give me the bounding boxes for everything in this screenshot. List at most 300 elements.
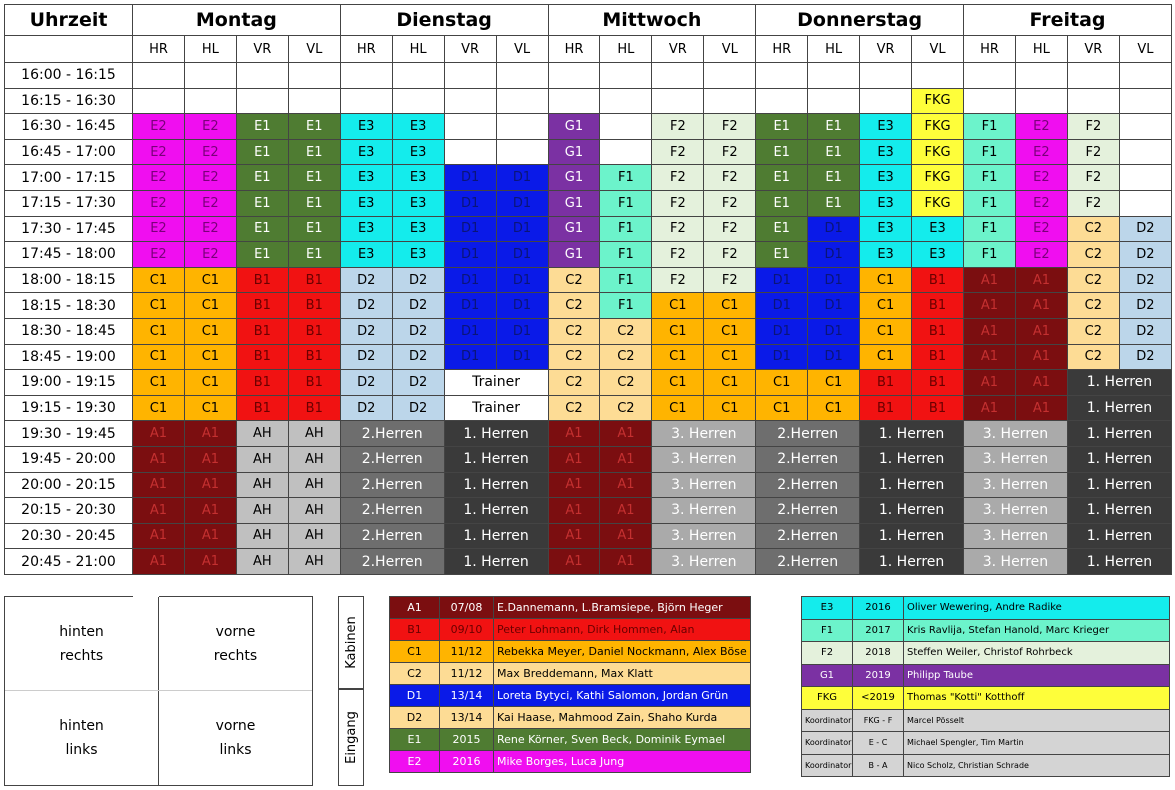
slot-cell: B1 [288,318,340,344]
court-header-donnerstag-vr: VR [860,36,912,63]
slot-cell: D2 [340,318,392,344]
slot-cell: E1 [236,216,288,242]
team-names: Nico Scholz, Christian Schrade [904,754,1170,777]
slot-cell: E2 [1015,165,1067,191]
slot-cell [444,88,496,114]
slot-cell: E2 [1015,190,1067,216]
slot-cell: 2.Herren [340,446,444,472]
slot-cell: F1 [600,267,652,293]
slot-cell: 1. Herren [444,549,548,575]
slot-cell: F2 [704,216,756,242]
slot-cell: E1 [288,190,340,216]
slot-cell: C1 [133,395,185,421]
court-header-donnerstag-hr: HR [756,36,808,63]
slot-cell: F1 [600,165,652,191]
slot-cell: G1 [548,190,600,216]
slot-cell: E3 [392,216,444,242]
slot-cell: D1 [496,344,548,370]
slot-cell: C1 [860,318,912,344]
slot-cell: A1 [1015,395,1067,421]
slot-cell: 2.Herren [756,523,860,549]
slot-cell: 2.Herren [756,498,860,524]
slot-cell: B1 [912,344,964,370]
team-legend-row [802,709,1170,732]
slot-cell: 1. Herren [444,446,548,472]
slot-cell: G1 [548,139,600,165]
slot-cell: AH [236,446,288,472]
slot-cell [860,63,912,89]
schedule-row [5,498,1172,524]
slot-cell [1119,139,1171,165]
time-slot: 20:45 - 21:00 [5,549,133,575]
time-subheader-empty [5,36,133,63]
slot-cell: B1 [288,293,340,319]
slot-cell: C2 [548,344,600,370]
slot-cell: AH [236,498,288,524]
slot-cell: 2.Herren [340,523,444,549]
slot-cell [964,63,1016,89]
team-legend-row [390,751,751,773]
slot-cell: E3 [860,190,912,216]
slot-cell: 1. Herren [1067,421,1171,447]
slot-cell: 1. Herren [1067,498,1171,524]
slot-cell: A1 [964,395,1016,421]
team-code: B1 [390,619,440,641]
slot-cell: 3. Herren [964,498,1068,524]
slot-cell: D2 [1119,216,1171,242]
slot-cell: F2 [704,267,756,293]
court-header-donnerstag-hl: HL [808,36,860,63]
slot-cell: A1 [964,267,1016,293]
time-slot: 19:45 - 20:00 [5,446,133,472]
team-code: D1 [390,685,440,707]
team-names: Kai Haase, Mahmood Zain, Shaho Kurda [494,707,751,729]
slot-cell [808,63,860,89]
slot-cell: E3 [392,114,444,140]
slot-cell: 1. Herren [860,549,964,575]
schedule-row [5,344,1172,370]
schedule-row [5,216,1172,242]
slot-cell: 1. Herren [444,498,548,524]
slot-cell: 2.Herren [756,549,860,575]
time-slot: 20:30 - 20:45 [5,523,133,549]
slot-cell: C2 [548,318,600,344]
slot-cell: 1. Herren [860,472,964,498]
slot-cell: C2 [548,395,600,421]
slot-cell: A1 [133,421,185,447]
slot-cell [600,139,652,165]
schedule-row [5,63,1172,89]
slot-cell: 2.Herren [340,549,444,575]
team-col: 07/08 [440,597,494,619]
court-header-dienstag-vr: VR [444,36,496,63]
slot-cell [704,63,756,89]
team-names: E.Dannemann, L.Bramsiepe, Björn Heger [494,597,751,619]
slot-cell: A1 [184,549,236,575]
time-slot: 19:00 - 19:15 [5,370,133,396]
team-names: Steffen Weiler, Christof Rohrbeck [904,642,1170,665]
slot-cell: 2.Herren [756,421,860,447]
team-names: Peter Lohmann, Dirk Hommen, Alan [494,619,751,641]
slot-cell: E2 [184,139,236,165]
slot-cell: E1 [808,114,860,140]
slot-cell: A1 [184,446,236,472]
slot-cell [236,63,288,89]
team-legend-row [802,597,1170,620]
time-slot: 16:00 - 16:15 [5,63,133,89]
slot-cell: E3 [392,242,444,268]
team-col: 2019 [853,664,904,687]
slot-cell [236,88,288,114]
slot-cell: D1 [444,242,496,268]
position-vorne-rechts: vorne rechts [213,624,258,664]
slot-cell: G1 [548,242,600,268]
slot-cell: E1 [236,139,288,165]
team-col: <2019 [853,687,904,710]
slot-cell [496,139,548,165]
slot-cell: E3 [860,242,912,268]
slot-cell: D1 [444,293,496,319]
slot-cell: C1 [652,344,704,370]
slot-cell: D1 [444,190,496,216]
slot-cell: 3. Herren [964,421,1068,447]
slot-cell: 3. Herren [652,549,756,575]
slot-cell: E1 [808,139,860,165]
slot-cell: A1 [964,370,1016,396]
slot-cell: C1 [133,370,185,396]
team-code: A1 [390,597,440,619]
slot-cell: B1 [236,344,288,370]
schedule-row [5,293,1172,319]
slot-cell [444,114,496,140]
slot-cell: E3 [860,114,912,140]
slot-cell: 1. Herren [1067,370,1171,396]
team-names: Oliver Wewering, Andre Radike [904,597,1170,620]
time-column-header: Uhrzeit [5,5,133,36]
slot-cell: A1 [184,498,236,524]
slot-cell: 1. Herren [860,523,964,549]
slot-cell: E3 [340,139,392,165]
slot-cell: F2 [652,114,704,140]
time-slot: 19:15 - 19:30 [5,395,133,421]
slot-cell: E2 [133,216,185,242]
slot-cell: C1 [704,370,756,396]
schedule-row [5,190,1172,216]
slot-cell: G1 [548,114,600,140]
time-slot: 17:00 - 17:15 [5,165,133,191]
slot-cell: 1. Herren [444,472,548,498]
slot-cell: C2 [1067,293,1119,319]
court-header-dienstag-hl: HL [392,36,444,63]
schedule-row [5,165,1172,191]
slot-cell: A1 [133,472,185,498]
day-header-montag: Montag [133,5,341,36]
team-code: E2 [390,751,440,773]
team-code: F2 [802,642,853,665]
team-col: 2015 [440,729,494,751]
slot-cell: AH [288,446,340,472]
slot-cell: B1 [288,370,340,396]
slot-cell: C1 [704,293,756,319]
slot-cell: F2 [704,242,756,268]
slot-cell: 3. Herren [652,523,756,549]
slot-cell: AH [236,549,288,575]
slot-cell: B1 [912,293,964,319]
court-header-montag-vr: VR [236,36,288,63]
slot-cell: D1 [756,318,808,344]
schedule-row [5,114,1172,140]
slot-cell: E1 [756,242,808,268]
slot-cell: F2 [652,165,704,191]
slot-cell [288,63,340,89]
slot-cell: A1 [548,421,600,447]
slot-cell: D1 [496,216,548,242]
slot-cell: C1 [652,370,704,396]
slot-cell: D1 [496,318,548,344]
slot-cell [340,63,392,89]
slot-cell: C2 [1067,216,1119,242]
team-col: E - C [853,732,904,755]
slot-cell: FKG [912,190,964,216]
slot-cell: A1 [548,498,600,524]
position-hinten-links: hinten links [59,718,104,758]
slot-cell: C1 [652,395,704,421]
slot-cell: D2 [392,293,444,319]
schedule-row [5,446,1172,472]
schedule-row [5,370,1172,396]
day-header-donnerstag: Donnerstag [756,5,964,36]
slot-cell: E3 [860,139,912,165]
slot-cell: 2.Herren [340,421,444,447]
slot-cell [392,63,444,89]
slot-cell: B1 [236,293,288,319]
slot-cell: C1 [808,395,860,421]
slot-cell: D1 [808,293,860,319]
slot-cell: E1 [236,242,288,268]
slot-cell: 3. Herren [652,446,756,472]
slot-cell: 1. Herren [1067,395,1171,421]
position-vorne-links: vorne links [215,718,256,758]
slot-cell: F1 [600,293,652,319]
slot-cell [288,88,340,114]
slot-cell: B1 [236,370,288,396]
team-names: Marcel Pösselt [904,709,1170,732]
slot-cell: E2 [1015,216,1067,242]
slot-cell: E2 [184,190,236,216]
court-header-montag-hr: HR [133,36,185,63]
team-legend-row [390,619,751,641]
slot-cell: D1 [496,165,548,191]
slot-cell: A1 [133,523,185,549]
slot-cell: 1. Herren [1067,446,1171,472]
slot-cell: A1 [133,498,185,524]
time-slot: 16:30 - 16:45 [5,114,133,140]
slot-cell: E1 [288,216,340,242]
eingang-label-box [338,689,364,786]
slot-cell: C1 [704,318,756,344]
slot-cell: A1 [600,472,652,498]
slot-cell: B1 [912,370,964,396]
slot-cell: E2 [1015,242,1067,268]
team-names: Rene Körner, Sven Beck, Dominik Eymael [494,729,751,751]
court-header-montag-hl: HL [184,36,236,63]
slot-cell: D2 [1119,293,1171,319]
slot-cell: E3 [860,165,912,191]
slot-cell: B1 [236,318,288,344]
slot-cell: E2 [184,114,236,140]
court-header-mittwoch-hl: HL [600,36,652,63]
court-header-donnerstag-vl: VL [912,36,964,63]
slot-cell: A1 [1015,267,1067,293]
slot-cell [600,63,652,89]
slot-cell: C1 [860,293,912,319]
slot-cell: D1 [444,318,496,344]
slot-cell: D1 [444,165,496,191]
slot-cell: D2 [340,293,392,319]
team-names: Max Breddemann, Max Klatt [494,663,751,685]
slot-cell: B1 [288,267,340,293]
team-code: F1 [802,619,853,642]
slot-cell: 1. Herren [444,421,548,447]
day-header-row [5,5,1172,36]
slot-cell: E1 [288,242,340,268]
court-header-freitag-hl: HL [1015,36,1067,63]
slot-cell: E2 [133,165,185,191]
slot-cell: A1 [964,344,1016,370]
schedule-row [5,549,1172,575]
slot-cell [496,114,548,140]
slot-cell: 1. Herren [444,523,548,549]
team-code: FKG [802,687,853,710]
slot-cell [1119,114,1171,140]
slot-cell [704,88,756,114]
slot-cell: D1 [496,267,548,293]
team-col: 2016 [440,751,494,773]
slot-cell [548,88,600,114]
slot-cell [444,139,496,165]
slot-cell: B1 [288,395,340,421]
slot-cell: E1 [808,165,860,191]
slot-cell [184,88,236,114]
slot-cell: E1 [756,165,808,191]
slot-cell: C1 [184,344,236,370]
slot-cell: 1. Herren [1067,472,1171,498]
slot-cell: D2 [1119,318,1171,344]
slot-cell: D1 [808,216,860,242]
slot-cell: E3 [392,190,444,216]
slot-cell [1015,88,1067,114]
team-legend-row [802,664,1170,687]
slot-cell: F1 [964,114,1016,140]
slot-cell: A1 [600,549,652,575]
slot-cell: F2 [704,165,756,191]
slot-cell [548,63,600,89]
slot-cell: C2 [548,293,600,319]
slot-cell: C2 [548,267,600,293]
day-header-dienstag: Dienstag [340,5,548,36]
slot-cell: E3 [860,216,912,242]
time-slot: 17:45 - 18:00 [5,242,133,268]
time-slot: 16:15 - 16:30 [5,88,133,114]
slot-cell: Trainer [444,395,548,421]
slot-cell: D1 [808,344,860,370]
team-col: FKG - F [853,709,904,732]
slot-cell: 1. Herren [860,446,964,472]
slot-cell: B1 [860,370,912,396]
slot-cell: E1 [288,165,340,191]
team-code: C1 [390,641,440,663]
slot-cell: F2 [652,267,704,293]
slot-cell: AH [288,498,340,524]
slot-cell: C1 [133,344,185,370]
slot-cell [1119,165,1171,191]
slot-cell: 2.Herren [340,472,444,498]
slot-cell: E3 [340,242,392,268]
slot-cell: A1 [600,421,652,447]
team-legend-row [802,754,1170,777]
slot-cell: 3. Herren [964,446,1068,472]
team-legend-left [389,596,751,773]
schedule-row [5,318,1172,344]
slot-cell: E2 [1015,114,1067,140]
slot-cell: C1 [133,318,185,344]
slot-cell: D1 [496,190,548,216]
slot-cell: A1 [1015,370,1067,396]
slot-cell [392,88,444,114]
slot-cell: F1 [964,216,1016,242]
slot-cell: E2 [133,114,185,140]
team-legend-row [802,619,1170,642]
slot-cell: C2 [600,344,652,370]
court-header-dienstag-hr: HR [340,36,392,63]
slot-cell: D2 [1119,267,1171,293]
team-code: C2 [390,663,440,685]
slot-cell: A1 [1015,293,1067,319]
slot-cell: C2 [548,370,600,396]
court-header-freitag-vr: VR [1067,36,1119,63]
court-header-montag-vl: VL [288,36,340,63]
slot-cell: 2.Herren [340,498,444,524]
slot-cell [1119,63,1171,89]
slot-cell: A1 [133,549,185,575]
slot-cell: D2 [392,395,444,421]
slot-cell: D2 [340,395,392,421]
time-slot: 20:00 - 20:15 [5,472,133,498]
time-slot: 18:00 - 18:15 [5,267,133,293]
slot-cell: A1 [600,446,652,472]
slot-cell: 1. Herren [1067,549,1171,575]
slot-cell: C1 [652,293,704,319]
team-names: Mike Borges, Luca Jung [494,751,751,773]
slot-cell [184,63,236,89]
slot-cell: B1 [912,318,964,344]
slot-cell [912,63,964,89]
time-slot: 20:15 - 20:30 [5,498,133,524]
team-names: Philipp Taube [904,664,1170,687]
slot-cell: D1 [444,216,496,242]
slot-cell: F2 [1067,114,1119,140]
slot-cell: 1. Herren [860,421,964,447]
court-header-freitag-hr: HR [964,36,1016,63]
slot-cell: F2 [652,139,704,165]
slot-cell: C1 [133,293,185,319]
slot-cell: A1 [548,446,600,472]
slot-cell: D1 [756,344,808,370]
team-legend-row [390,597,751,619]
slot-cell: E3 [340,216,392,242]
slot-cell: A1 [548,523,600,549]
schedule-row [5,88,1172,114]
